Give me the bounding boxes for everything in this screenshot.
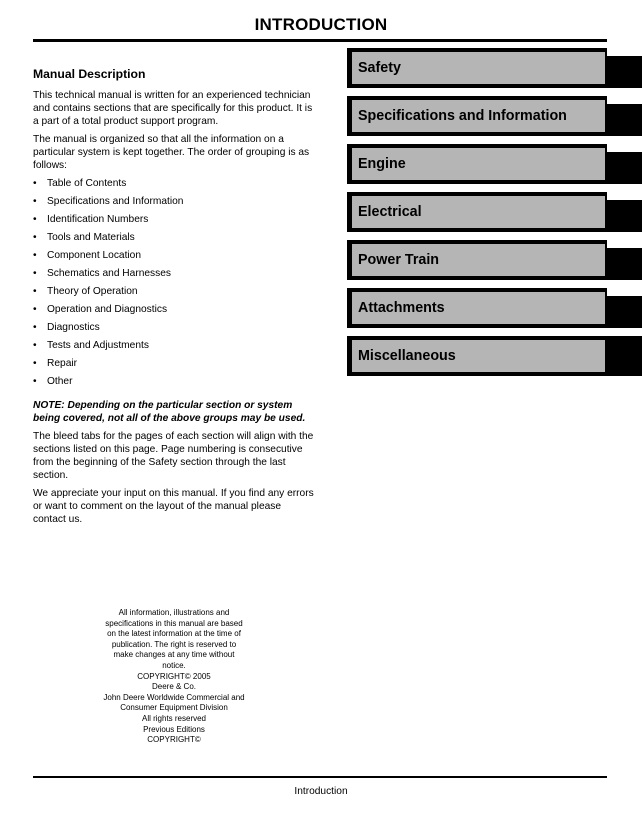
tab-body [352,340,605,372]
bullet-icon: • [33,268,37,279]
list-item: • Other [33,376,73,387]
list-item: • Identification Numbers [33,214,149,225]
organization-paragraph: The manual is organized so that all the information on a particular system is kept together. The order of grouping is as follows: [33,134,310,171]
manual-description [33,67,315,531]
tab-frame [347,144,607,184]
bleed-tab-marker [607,200,642,232]
bleed-tab-marker [607,336,642,376]
tab-label: Specifications and Information [358,108,567,124]
copyright-line: Consumer Equipment Division [120,703,228,713]
page-footer: Introduction [294,786,348,797]
copyright-line: on the latest information at the time of [107,629,241,639]
note-text: NOTE: Depending on the particular section or system being covered, not all of the above groups may be used. [33,400,306,424]
bullet-icon: • [33,322,37,333]
list-item: • Repair [33,358,78,369]
tab-engine[interactable] [347,144,642,184]
tab-frame [347,48,607,88]
bullet-icon: • [33,286,37,297]
bleed-tab-marker [607,152,642,184]
list-item: • Component Location [33,250,142,261]
tab-electrical[interactable] [347,192,642,232]
copyright-line: notice. [162,660,186,670]
copyright-line: All information, illustrations and [118,608,230,617]
bullet-icon: • [33,232,37,243]
bullet-icon: • [33,376,37,387]
tab-body [352,244,605,276]
grouping-list [33,177,315,393]
copyright-line: specifications in this manual are based [105,618,243,628]
copyright-line: All rights reserved [141,713,207,723]
tab-label: Safety [358,60,401,76]
list-item: • Table of Contents [33,178,127,189]
bullet-icon: • [33,196,37,207]
list-item: • Operation and Diagnostics [33,304,168,315]
copyright-line: COPYRIGHT© [147,735,201,745]
tab-attachments[interactable] [347,288,642,328]
tab-body [352,196,605,228]
tab-body [352,52,605,84]
bleed-tabs-paragraph: The bleed tabs for the pages of each section will align with the sections listed on this page. Page numbering is consecutive from the beginning of the Safety section through the last section. [33,431,314,481]
bottom-rule [33,776,607,778]
tab-label: Electrical [358,204,422,220]
copyright-line: Deere & Co. [151,682,197,692]
tab-safety[interactable] [347,48,642,88]
copyright-line: make changes at any time without [113,650,235,660]
copyright-line: Previous Editions [143,724,205,734]
tab-frame [347,336,607,376]
tab-label: Engine [358,156,406,172]
feedback-paragraph: We appreciate your input on this manual. If you find any errors or want to comment on the layout of the manual please contact us. [33,488,314,525]
tab-body [352,100,605,132]
tab-frame [347,240,607,280]
bleed-tab-marker [607,296,642,328]
list-item: • Tools and Materials [33,232,135,243]
page-title: INTRODUCTION [254,15,388,34]
bleed-tab-marker [607,248,642,280]
tab-miscellaneous[interactable] [347,336,642,376]
bullet-icon: • [33,304,37,315]
tab-frame [347,192,607,232]
bullet-icon: • [33,250,37,261]
tab-label: Power Train [358,252,440,268]
section-tabs [347,48,642,384]
copyright-line: publication. The right is reserved to [111,639,237,649]
list-item: • Specifications and Information [33,196,184,207]
tab-label: Miscellaneous [358,348,456,364]
top-rule [33,39,607,42]
tab-body [352,292,605,324]
copyright-line: John Deere Worldwide Commercial and [103,692,245,702]
list-item: • Theory of Operation [33,286,138,297]
list-item: • Schematics and Harnesses [33,268,172,279]
tab-label: Attachments [358,300,445,316]
list-item: • Diagnostics [33,322,100,333]
tab-frame [347,288,607,328]
tab-body [352,148,605,180]
bleed-tab-marker [607,104,642,136]
tab-specifications-and-information[interactable] [347,96,642,136]
copyright-notice [95,608,253,746]
tab-frame [347,96,607,136]
bullet-icon: • [33,214,37,225]
bleed-tab-marker [607,56,642,88]
list-item: • Tests and Adjustments [33,340,149,351]
bullet-icon: • [33,358,37,369]
bullet-icon: • [33,178,37,189]
bullet-icon: • [33,340,37,351]
tab-power-train[interactable] [347,240,642,280]
intro-paragraph: This technical manual is written for an experienced technician and contains sections that are specifically for this product. It is a part of a total product support program. [33,90,313,127]
section-heading: Manual Description [33,67,146,81]
copyright-line: COPYRIGHT© 2005 [137,671,211,681]
